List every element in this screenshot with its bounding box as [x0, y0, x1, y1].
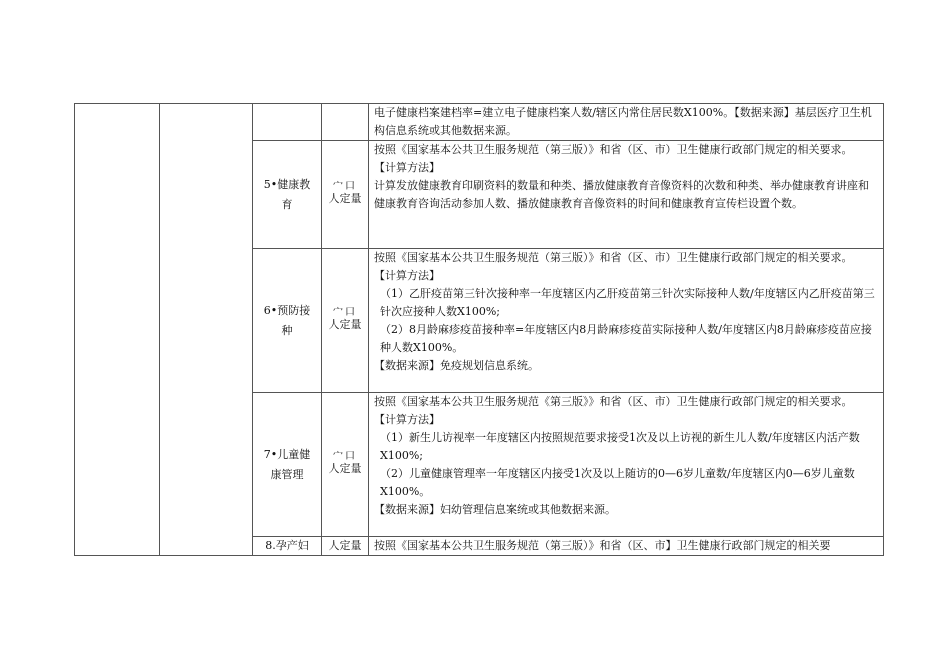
- description-line: 【计算方法】: [374, 269, 440, 282]
- description-line: 【数据来源】免疫规划信息系统。: [374, 359, 539, 372]
- description-line: （2）儿童健康管理率一年度辖区内接受1次及以上随访的0—6岁儿童数/年度辖区内0—6岁儿童数X100%。: [380, 467, 855, 498]
- item-name: 6•预防接种: [263, 303, 311, 337]
- kind-top: 宀口: [333, 181, 357, 192]
- kind-cell: [322, 249, 369, 393]
- document-page: [74, 103, 884, 556]
- description-line: 电子健康档案建档率=建立电子健康档案人数/辖区内常住居民数X100%。【数据来源】基层医疗卫生机构信息系统或其他数据来源。: [374, 106, 872, 137]
- description-cell: [369, 104, 884, 141]
- kind-label: 人定量: [328, 462, 362, 475]
- kind-cell: [322, 537, 369, 556]
- item-cell: [253, 393, 322, 537]
- kind-top: 宀口: [333, 451, 357, 462]
- item-cell: [253, 104, 322, 141]
- kind-cell: [322, 104, 369, 141]
- item-cell: [253, 249, 322, 393]
- kind-cell: [322, 141, 369, 249]
- description-line: 【计算方法】: [374, 413, 440, 426]
- kind-cell: [322, 393, 369, 537]
- description-cell: [369, 249, 884, 393]
- description-cell: [369, 537, 884, 556]
- description-line: 【数据来源】妇幼管理信息案统或其他数据来源。: [374, 503, 616, 516]
- description-line: （1）新生儿访视率一年度辖区内按照规范要求接受1次及以上访视的新生儿人数/年度辖区内活产数X100%;: [380, 431, 860, 462]
- description-line: 【计算方法】: [374, 161, 440, 174]
- kind-label: 人定量: [328, 318, 362, 331]
- category-cell: [75, 104, 160, 556]
- description-line: 按照《国家基本公共卫生服务规范（第三版）》和省（区、市】卫生健康行政部门规定的相关要: [374, 539, 831, 552]
- kind-label: 人定量: [328, 539, 362, 552]
- description-line: 按照《国家基本公共卫生服务规范《第三版》》和省（区、市）卫生健康行政部门规定的相关要求。: [374, 395, 853, 408]
- indicator-table: [74, 103, 884, 556]
- kind-label: 人定量: [328, 192, 362, 205]
- item-name: 5•健康教育: [263, 177, 311, 211]
- item-cell: [253, 537, 322, 556]
- subcategory-cell: [160, 104, 253, 556]
- description-cell: [369, 393, 884, 537]
- description-cell: [369, 141, 884, 249]
- description-line: （1）乙肝疫苗第三针次接种率一年度辖区内乙肝疫苗第三针次实际接种人数/年度辖区内乙肝疫苗第三针次应接种人数X100%;: [380, 287, 875, 318]
- item-name: 7•儿童健康管理: [263, 447, 311, 481]
- description-line: 计算发放健康教育印刷资料的数量和种类、播放健康教育音像资料的次数和种类、举办健康教育讲座和健康教育咨询活动参加人数、播放健康教育音像资料的时间和健康教育宣传栏设置个数。: [374, 179, 869, 210]
- description-line: 按照《国家基本公共卫生服务规范（第三版）》和省（区、市）卫生健康行政部门规定的相关要求。: [374, 251, 853, 264]
- item-cell: [253, 141, 322, 249]
- description-line: （2）8月龄麻疹疫苗接种率=年度辖区内8月龄麻疹疫苗实际接种人数/年度辖区内8月龄麻疹疫苗应接种人数X100%。: [380, 323, 872, 354]
- kind-top: 宀口: [333, 307, 357, 318]
- item-name: 8.孕产妇: [265, 539, 309, 552]
- description-line: 按照《国家基本公共卫生服务规范（第三版）》和省（区、市）卫生健康行政部门规定的相关要求。: [374, 143, 853, 156]
- table-row: [75, 104, 884, 141]
